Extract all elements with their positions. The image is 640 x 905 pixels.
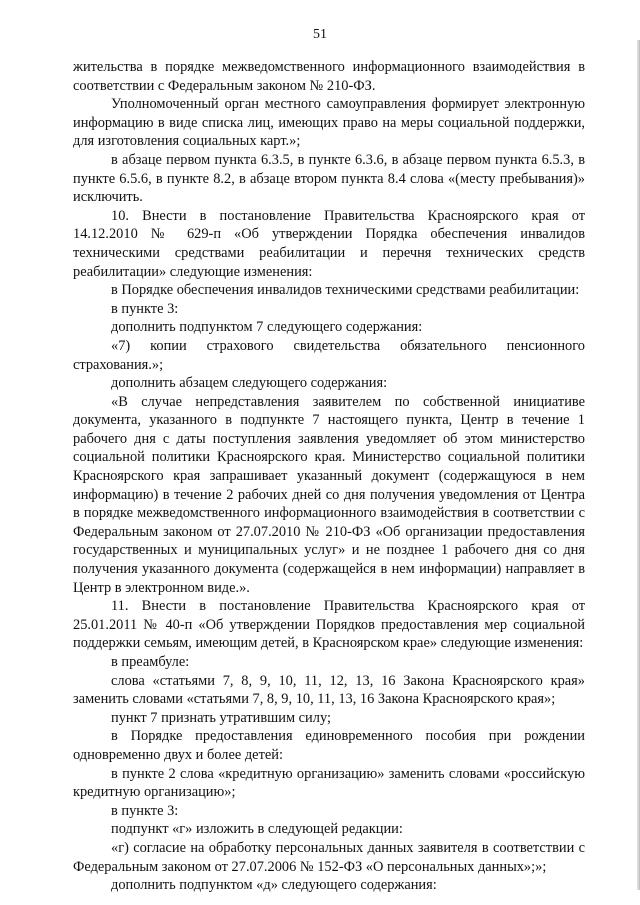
paragraph: в Порядке предоставления единовременного пособия при рождении одновременно двух и более детей: — [73, 728, 585, 763]
paragraph: дополнить подпунктом 7 следующего содержания: — [111, 319, 423, 336]
paragraph: дополнить подпунктом «д» следующего содержания: — [111, 877, 437, 894]
paragraph-continuation: жительства в порядке межведомственного информационного взаимодействия в соответствии с Федеральным законом № 210-ФЗ. — [73, 59, 585, 94]
paragraph: слова «статьями 7, 8, 9, 10, 11, 12, 13, 16 Закона Красноярского края» заменить словами «статьями 7, 8, 9, 10, 11, 13, 16 Закона Красноярского края»; — [73, 672, 585, 708]
paragraph: в Порядке обеспечения инвалидов техническими средствами реабилитации: — [111, 282, 580, 299]
paragraph: Уполномоченный орган местного самоуправления формирует электронную информацию в виде списка лиц, имеющих право на меры социальной поддержки, для изготовления социальных карт.»; — [73, 96, 585, 150]
paragraph: в пункте 3: — [111, 802, 179, 819]
paragraph: в пункте 3: — [111, 300, 179, 317]
paragraph: дополнить абзацем следующего содержания: — [111, 375, 388, 392]
paragraph-quoted-block: «В случае непредставления заявителем по собственной инициативе документа, указанного в подпункте 7 настоящего пункта, Центр в течение 1 рабочего дня с даты поступления заявления уведомляет об этом министерство социальной политики Красноярского края. Министерство социальной политики Красноярского края запрашивает указанный документ (содержащуюся в нем информацию) в течение 2 рабочих дней со дня получения уведомления от Центра в порядке межведомственного информационного взаимодействия в соответствии с Федеральным законом от 27.07.2010 № 210-ФЗ «Об организации предоставления государственных и муниципальных услуг» и не позднее 1 рабочего дня со дня получения указанного документа (содержащейся в нем информации) направляет в Центр в электронном виде.». — [73, 393, 585, 596]
paragraph-item-10: 10. Внести в постановление Правительства Красноярского края от 14.12.2010 № 629-п «Об утверждении Порядка обеспечения инвалидов техническими средствами реабилитации и перечня технических средств реабилитации» следующие изменения: — [73, 207, 585, 280]
paragraph: «7) копии страхового свидетельства обязательного пенсионного страхования.»; — [73, 337, 585, 373]
page-number: 51 — [313, 27, 327, 42]
paragraph: в абзаце первом пункта 6.3.5, в пункте 6.3.6, в абзаце первом пункта 6.5.3, в пункте 6.5.6, в пункте 8.2, в абзаце втором пункта 8.4 слова «(месту пребывания)» исключить. — [73, 151, 585, 206]
paragraph: пункт 7 признать утратившим силу; — [111, 709, 331, 726]
paragraph: в пункте 2 слова «кредитную организацию» заменить словами «российскую кредитную организацию»; — [73, 765, 585, 801]
paragraph: подпункт «г» изложить в следующей редакции: — [111, 821, 403, 838]
paragraph-item-11: 11. Внести в постановление Правительства Красноярского края от 25.01.2011 № 40-п «Об утверждении Порядков предоставления мер социальной поддержки семьям, имеющим детей, в Красноярском крае» следующие изменения: — [73, 598, 585, 652]
paragraph: в преамбуле: — [111, 654, 190, 670]
paragraph: «г) согласие на обработку персональных данных заявителя в соответствии с Федеральным законом от 27.07.2006 № 152-ФЗ «О персональных данных»;»; — [73, 839, 585, 875]
document-body — [73, 58, 585, 895]
